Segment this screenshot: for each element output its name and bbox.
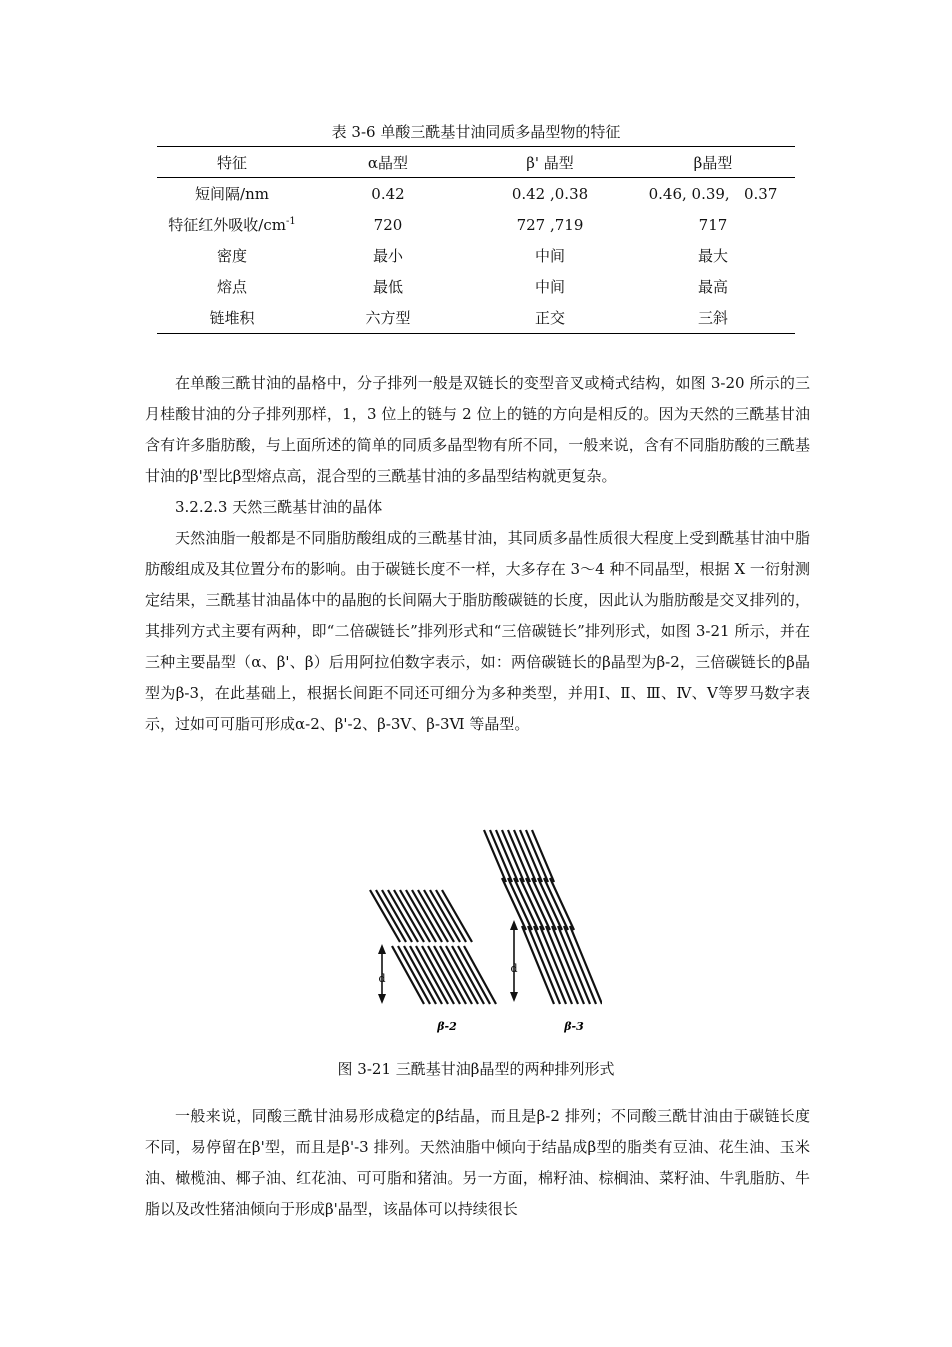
chain-line — [442, 890, 472, 942]
table-row — [157, 271, 795, 302]
row-label: 特征红外吸收$/cm^{-1}$ — [168, 216, 296, 234]
chain-line — [412, 890, 442, 942]
d-label-right: d — [510, 962, 518, 975]
crystal-packing-figure — [362, 826, 602, 1038]
chain-line — [436, 890, 466, 942]
row-label: 短间隔/nm — [195, 185, 269, 203]
chain-line — [406, 890, 436, 942]
chain-line — [502, 830, 524, 882]
chain-line — [430, 890, 460, 942]
arrow-up-icon — [510, 920, 518, 930]
cell-beta-prime: 中间 — [534, 247, 565, 265]
chain-line — [526, 830, 548, 882]
arrow-up-icon — [378, 944, 386, 954]
paragraph: 在单酸三酰甘油的晶格中，分子排列一般是双链长的变型音叉或椅式结构，如图 3-20 所示的三月桂酸甘油的分子排列那样，1，3 位上的链与 2 位上的链的方向是相反的。因为天然的三酰基甘油含有许多脂肪酸，与上面所述的简单的同质多晶型物有所不同，一般来说，含有不同脂肪酸的三酰基甘油的β'型比β型熔点高，混合型的三酰基甘油的多晶型结构就更复杂。 — [145, 374, 810, 485]
header-beta-prime: β' 晶型 — [469, 147, 631, 178]
chain-line — [424, 890, 454, 942]
arrow-down-icon — [378, 994, 386, 1004]
cell-beta: 最高 — [697, 278, 728, 296]
row-label: 链堆积 — [157, 302, 307, 334]
cell-beta: 最大 — [697, 247, 728, 265]
cell-beta-prime: 正交 — [469, 302, 631, 334]
cell-alpha: 最小 — [372, 247, 403, 265]
header-beta: β晶型 — [631, 147, 795, 178]
chain-line — [382, 890, 412, 942]
polymorph-table — [157, 146, 795, 334]
cell-alpha: 最低 — [372, 278, 403, 296]
d-label-left: d — [378, 972, 386, 985]
chain-line — [388, 890, 418, 942]
chain-line — [496, 830, 518, 882]
chain-line — [394, 890, 424, 942]
cell-beta: 0.46, 0.39, 0.37 — [648, 184, 778, 203]
cell-alpha: 六方型 — [307, 302, 469, 334]
table-caption: 表 3-6 单酸三酰基甘油同质多晶型物的特征 — [331, 123, 621, 141]
chain-line — [490, 830, 512, 882]
arrow-down-icon — [510, 992, 518, 1002]
paragraph: 一般来说，同酸三酰甘油易形成稳定的β结晶，而且是β-2 排列；不同酸三酰甘油由于碳链长度不同，易停留在β'型，而且是β'-3 排列。天然油脂中倾向于结晶成β型的脂类有豆油、花生油、玉米油、橄榄油、椰子油、红花油、可可脂和猪油。另一方面，棉籽油、棕榈油、菜籽油、牛乳脂肪、牛脂以及改性猪油倾向于形成β'晶型，该晶体可以持续很长 — [145, 1107, 810, 1218]
table-row — [157, 209, 795, 240]
cell-beta-prime: 727 ,719 — [516, 215, 584, 234]
figure-label-beta-2: β-2 — [437, 1020, 457, 1033]
row-label: 密度 — [216, 247, 247, 265]
chain-line — [520, 830, 542, 882]
header-alpha: α晶型 — [307, 147, 469, 178]
section-heading: 3.2.2.3 天然三酰基甘油的晶体 — [175, 498, 383, 516]
chain-line — [484, 830, 506, 882]
chain-line — [400, 890, 430, 942]
cell-alpha: 0.42 — [371, 184, 405, 203]
figure-label-beta-3: β-3 — [564, 1020, 584, 1033]
paragraph: 天然油脂一般都是不同脂肪酸组成的三酰基甘油，其同质多晶性质很大程度上受到酰基甘油中脂肪酸组成及其位置分布的影响。由于碳链长度不一样，大多存在 3～4 种不同晶型，根据 X 一衍射测定结果，三酰基甘油晶体中的晶胞的长间隔大于脂肪酸碳链的长度，因此认为脂肪酸是交叉排列的，其排列方式主要有两种，即“二倍碳链长”排列形式和“三倍碳链长”排列形式，如图 3-21 所示，并在三种主要晶型（α、β'、β）后用阿拉伯数字表示，如：两倍碳链长的β晶型为β-2，三倍碳链长的β晶型为β-3，在此基础上，根据长间距不同还可细分为多种类型，并用Ⅰ、Ⅱ、Ⅲ、Ⅳ、Ⅴ等罗马数字表示，过如可可脂可形成α-2、β'-2、β-3Ⅴ、β-3Ⅵ 等晶型。 — [145, 529, 810, 733]
body-text-top — [145, 368, 810, 740]
table-row — [157, 302, 795, 334]
body-text-bottom — [145, 1101, 810, 1225]
header-feature: 特征 — [157, 147, 307, 178]
chain-line — [514, 830, 536, 882]
chain-line — [532, 830, 554, 882]
chain-line — [370, 890, 400, 942]
cell-beta-prime: 0.42 ,0.38 — [511, 184, 589, 203]
row-label: 熔点 — [216, 278, 247, 296]
chain-line — [508, 830, 530, 882]
figure-caption: 图 3-21 三酰基甘油β晶型的两种排列形式 — [337, 1060, 615, 1078]
cell-beta-prime: 中间 — [534, 278, 565, 296]
chain-line — [376, 890, 406, 942]
chain-line — [418, 890, 448, 942]
table-header-row — [157, 147, 795, 178]
cell-alpha: 720 — [373, 215, 403, 234]
cell-beta: 三斜 — [631, 302, 795, 334]
cell-beta: 717 — [698, 215, 728, 234]
table-row — [157, 178, 795, 210]
table-row — [157, 240, 795, 271]
